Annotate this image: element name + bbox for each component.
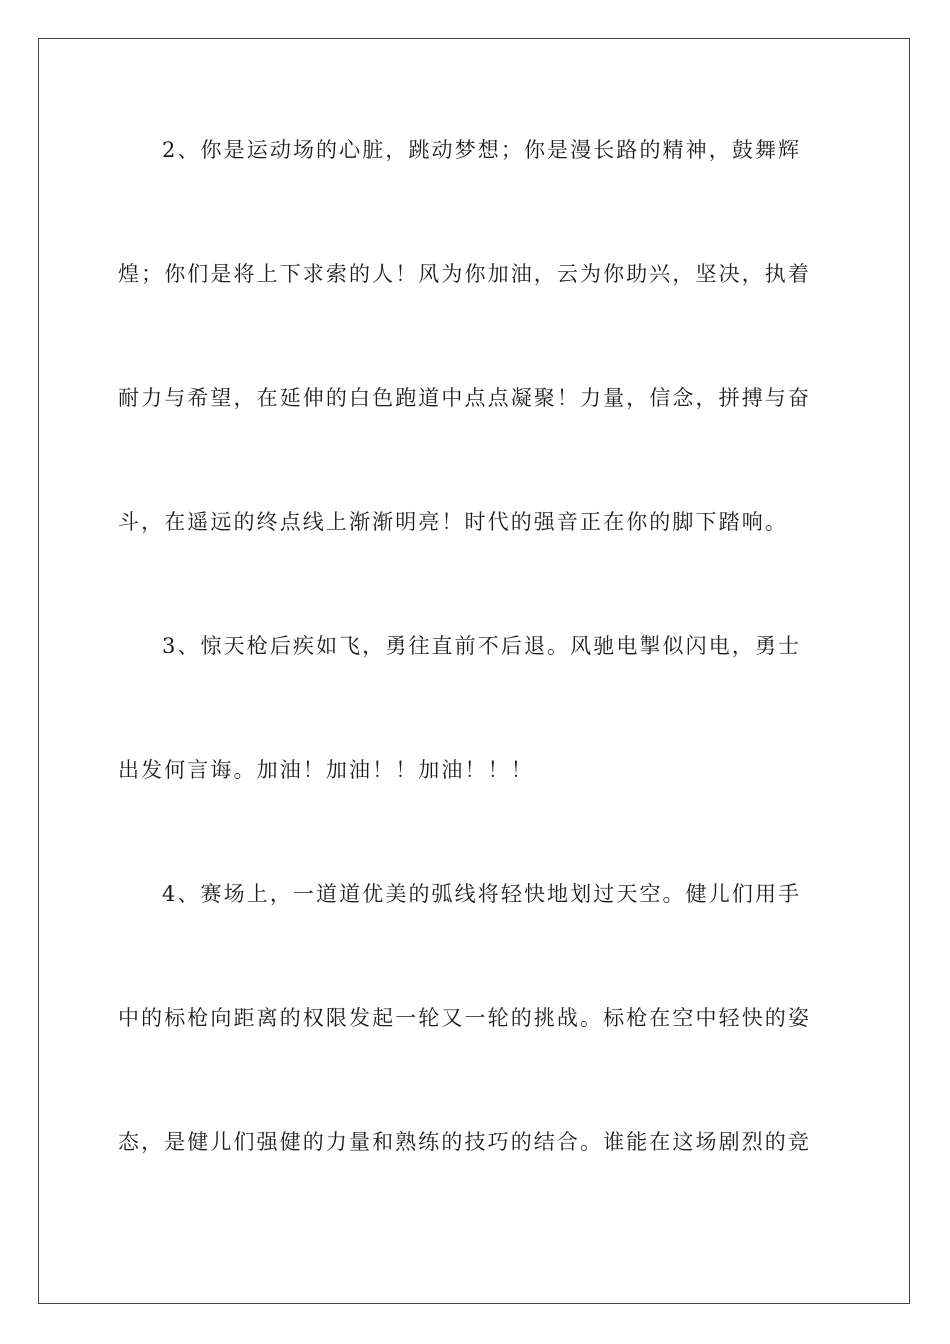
paragraph-line: 煌；你们是将上下求索的人！风为你加油，云为你助兴，坚决，执着 [118,262,811,286]
paragraph-line: 态，是健儿们强健的力量和熟练的技巧的结合。谁能在这场剧烈的竞 [118,1130,811,1154]
paragraph-line: 出发何言诲。加油！加油！！加油！！！ [118,758,534,782]
paragraph-line: 斗，在遥远的终点线上渐渐明亮！时代的强音正在你的脚下踏响。 [118,510,788,534]
paragraph-line: 4、赛场上，一道道优美的弧线将轻快地划过天空。健儿们用手 [162,882,802,906]
paragraph-line: 中的标枪向距离的权限发起一轮又一轮的挑战。标枪在空中轻快的姿 [118,1006,811,1030]
paragraph-line: 3、惊天枪后疾如飞，勇往直前不后退。风驰电掣似闪电，勇士 [162,634,802,658]
paragraph-line: 耐力与希望，在延伸的白色跑道中点点凝聚！力量，信念，拼搏与奋 [118,386,811,410]
document-body [118,128,832,1244]
paragraph-line: 2、你是运动场的心脏，跳动梦想；你是漫长路的精神，鼓舞辉 [162,138,802,162]
